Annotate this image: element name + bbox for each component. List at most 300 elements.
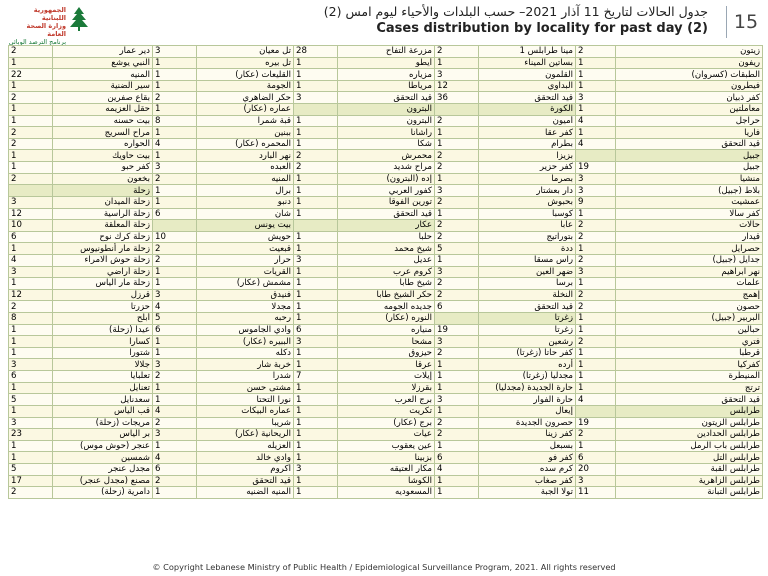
locality-name: مزرعة التفاح <box>338 46 435 58</box>
locality-name: بحبوش <box>479 196 576 208</box>
case-count: 1 <box>435 475 479 487</box>
locality-name: البربير (جبيل) <box>616 313 763 325</box>
case-count: 1 <box>294 115 338 127</box>
table-row <box>9 220 763 232</box>
locality-name: كفر عقا <box>479 127 576 139</box>
locality-name: شدرا <box>197 371 294 383</box>
case-count: 1 <box>153 382 197 394</box>
locality-name: كفر ذبيان <box>616 92 763 104</box>
case-count: 8 <box>153 115 197 127</box>
case-count: 1 <box>576 347 616 359</box>
table-row <box>9 243 763 255</box>
case-count: 20 <box>576 463 616 475</box>
case-count: 23 <box>9 429 53 441</box>
table-row <box>9 278 763 290</box>
locality-name: الحواره <box>53 138 153 150</box>
case-count: 1 <box>294 69 338 81</box>
table-row <box>9 324 763 336</box>
case-count: 1 <box>153 127 197 139</box>
locality-name: مجدل عنجر <box>53 463 153 475</box>
locality-name: جديده الجومه <box>338 301 435 313</box>
case-count: 5 <box>153 313 197 325</box>
case-count: 8 <box>9 313 53 325</box>
locality-name: قيد التحقق <box>197 475 294 487</box>
case-count <box>576 405 616 417</box>
locality-name: مراح السريج <box>53 127 153 139</box>
locality-name: حلبا <box>338 231 435 243</box>
locality-name: البترون <box>338 115 435 127</box>
case-count: 5 <box>9 394 53 406</box>
locality-name: مجدليا (زغرتا) <box>479 371 576 383</box>
case-count: 6 <box>153 324 197 336</box>
case-count: 3 <box>435 336 479 348</box>
table-row <box>9 57 763 69</box>
case-count: 1 <box>294 417 338 429</box>
locality-name: قبعيت <box>197 243 294 255</box>
case-count: 3 <box>435 394 479 406</box>
table-row <box>9 196 763 208</box>
case-count: 4 <box>153 138 197 150</box>
case-count: 2 <box>435 231 479 243</box>
case-count: 1 <box>153 487 197 499</box>
case-count: 2 <box>576 46 616 58</box>
district-header: جبيل <box>616 150 763 162</box>
locality-name: شكا <box>338 138 435 150</box>
case-count: 12 <box>9 289 53 301</box>
locality-name: برج العرب <box>338 394 435 406</box>
case-count: 19 <box>435 324 479 336</box>
case-count: 1 <box>9 278 53 290</box>
case-count: 1 <box>153 347 197 359</box>
locality-name: حرار <box>197 254 294 266</box>
locality-name: العبده <box>197 162 294 174</box>
table-row <box>9 162 763 174</box>
case-count: 1 <box>294 382 338 394</box>
case-count: 1 <box>435 440 479 452</box>
case-count: 1 <box>294 80 338 92</box>
case-count: 1 <box>9 324 53 336</box>
case-count: 1 <box>153 336 197 348</box>
case-count: 1 <box>435 254 479 266</box>
case-count: 3 <box>294 92 338 104</box>
locality-name: الجومة <box>197 80 294 92</box>
locality-name: دير عمار <box>53 46 153 58</box>
locality-name: أميون <box>479 115 576 127</box>
case-count: 2 <box>153 417 197 429</box>
case-count: 2 <box>153 371 197 383</box>
case-count: 3 <box>153 429 197 441</box>
case-count: 36 <box>435 92 479 104</box>
locality-name: وادي الجاموس <box>197 324 294 336</box>
case-count: 3 <box>153 46 197 58</box>
table-row <box>9 440 763 452</box>
locality-name: عيدا (زحلة) <box>53 324 153 336</box>
case-count: 2 <box>576 231 616 243</box>
case-count: 4 <box>9 254 53 266</box>
locality-name: زحلة المعلقة <box>53 220 153 232</box>
case-count: 2 <box>294 162 338 174</box>
locality-name: بلاط (جبيل) <box>616 185 763 197</box>
case-count <box>294 104 338 116</box>
logo-line-3: برنامج الترصد الوبائي <box>8 38 66 46</box>
case-count: 1 <box>435 138 479 150</box>
table-row <box>9 127 763 139</box>
locality-name: كوسبا <box>479 208 576 220</box>
logo-text <box>8 6 66 46</box>
table-row <box>9 359 763 371</box>
table-row <box>9 289 763 301</box>
locality-name: قرزل <box>53 289 153 301</box>
table-row <box>9 254 763 266</box>
case-count: 5 <box>435 243 479 255</box>
case-count: 1 <box>576 324 616 336</box>
case-count: 4 <box>153 405 197 417</box>
case-count: 1 <box>294 452 338 464</box>
case-count: 1 <box>153 266 197 278</box>
case-count: 1 <box>9 347 53 359</box>
table-row <box>9 266 763 278</box>
locality-name: جلالا <box>53 359 153 371</box>
case-count: 1 <box>435 487 479 499</box>
locality-name: قيد التحقق <box>338 208 435 220</box>
table-row <box>9 185 763 197</box>
case-count: 1 <box>9 440 53 452</box>
case-count: 1 <box>294 475 338 487</box>
locality-name: معاملتين <box>616 104 763 116</box>
locality-name: تورين الفوقا <box>338 196 435 208</box>
locality-name: مجدلا <box>197 301 294 313</box>
locality-name: كفركيا <box>616 359 763 371</box>
case-count: 1 <box>435 173 479 185</box>
table-row <box>9 417 763 429</box>
locality-name: مشمش (عكار) <box>197 278 294 290</box>
locality-name: شتورا <box>53 347 153 359</box>
case-count: 1 <box>294 394 338 406</box>
logo-line-2: وزارة الصحة العامة <box>26 22 66 38</box>
locality-name: العزيله <box>197 440 294 452</box>
case-count: 1 <box>435 127 479 139</box>
locality-name: المنيه <box>197 173 294 185</box>
case-count: 4 <box>153 452 197 464</box>
locality-name: علمات <box>616 278 763 290</box>
locality-name: جدايل (جبيل) <box>616 254 763 266</box>
locality-name: حقل العزيمه <box>53 104 153 116</box>
case-count: 1 <box>9 57 53 69</box>
locality-name: حراجل <box>616 115 763 127</box>
logo-line-1: الجمهورية اللبنانية <box>33 6 66 22</box>
table-row <box>9 208 763 220</box>
case-count: 1 <box>576 382 616 394</box>
locality-name: مراح شديد <box>338 162 435 174</box>
district-header: البترون <box>338 104 435 116</box>
locality-name: إيعال <box>479 405 576 417</box>
locality-name: ببنين <box>197 127 294 139</box>
case-count: 1 <box>435 382 479 394</box>
case-count: 1 <box>9 80 53 92</box>
locality-name: قيد التحقق <box>616 138 763 150</box>
locality-name: فنيدق <box>197 289 294 301</box>
case-count: 2 <box>576 301 616 313</box>
locality-name: برال <box>197 185 294 197</box>
case-count <box>153 220 197 232</box>
locality-name: مرياطا <box>338 80 435 92</box>
case-count: 3 <box>153 359 197 371</box>
case-count: 1 <box>576 69 616 81</box>
case-count: 19 <box>576 417 616 429</box>
table-row <box>9 115 763 127</box>
locality-name: كفر حزير <box>479 162 576 174</box>
case-count: 1 <box>294 266 338 278</box>
case-count: 7 <box>294 371 338 383</box>
case-count: 3 <box>576 266 616 278</box>
locality-name: عرقا <box>338 359 435 371</box>
case-count: 1 <box>294 289 338 301</box>
case-count: 1 <box>294 347 338 359</box>
case-count: 1 <box>294 429 338 441</box>
locality-name: زحلة الميدان <box>53 196 153 208</box>
locality-name: عماره (عكار) <box>197 104 294 116</box>
locality-name: كفر فو <box>479 452 576 464</box>
table-row <box>9 104 763 116</box>
locality-name: زحلة الراسية <box>53 208 153 220</box>
case-count: 2 <box>435 220 479 232</box>
case-count: 1 <box>576 80 616 92</box>
page-number: 15 <box>726 6 765 38</box>
locality-name: عابا <box>479 220 576 232</box>
table-row <box>9 313 763 325</box>
locality-name: طرابلس التبانة <box>616 487 763 499</box>
case-count: 3 <box>576 185 616 197</box>
case-count: 1 <box>294 243 338 255</box>
locality-name: المنيطرة <box>616 371 763 383</box>
locality-name: ددة <box>479 243 576 255</box>
case-count: 3 <box>294 463 338 475</box>
case-count: 3 <box>576 475 616 487</box>
case-count: 1 <box>9 382 53 394</box>
locality-name: حكر الشيخ طابا <box>338 289 435 301</box>
case-count: 1 <box>9 243 53 255</box>
locality-name: كفر زينا <box>479 429 576 441</box>
locality-name: قيد التحقق <box>338 92 435 104</box>
locality-name: تل بيره <box>197 57 294 69</box>
case-count: 1 <box>294 185 338 197</box>
locality-name: زحلة أراضي <box>53 266 153 278</box>
locality-name: تولا الجبة <box>479 487 576 499</box>
case-count: 1 <box>153 394 197 406</box>
locality-name: زحلة مار أنطونيوس <box>53 243 153 255</box>
locality-name: البداوي <box>479 80 576 92</box>
case-count: 1 <box>576 57 616 69</box>
case-count: 1 <box>294 301 338 313</box>
locality-name: خربة شار <box>197 359 294 371</box>
case-count: 1 <box>435 405 479 417</box>
case-count: 1 <box>153 278 197 290</box>
locality-name: طرابلس باب الرمل <box>616 440 763 452</box>
locality-name: حزرتا <box>53 301 153 313</box>
locality-name: شمسين <box>53 452 153 464</box>
locality-name: المسعوديه <box>338 487 435 499</box>
case-count: 1 <box>9 115 53 127</box>
copyright-footer: © Copyright Lebanese Ministry of Public Health / Epidemiological Surveillance Program, 2021. All rights reserved <box>152 562 616 572</box>
case-count: 1 <box>576 313 616 325</box>
case-count: 1 <box>576 243 616 255</box>
locality-name: بر الياس <box>53 429 153 441</box>
case-count: 1 <box>9 150 53 162</box>
case-count: 1 <box>435 359 479 371</box>
case-count: 2 <box>153 243 197 255</box>
locality-name: شيخ طابا <box>338 278 435 290</box>
locality-name: شان <box>197 208 294 220</box>
locality-name: زحلة حوش الامراء <box>53 254 153 266</box>
locality-name: أبلح <box>53 313 153 325</box>
locality-name: تكريت <box>338 405 435 417</box>
case-count: 2 <box>153 173 197 185</box>
case-count: 1 <box>294 208 338 220</box>
locality-name: عمشيت <box>616 196 763 208</box>
case-count: 6 <box>153 463 197 475</box>
locality-name: نهر ابراهيم <box>616 266 763 278</box>
locality-name: النوره (عكار) <box>338 313 435 325</box>
table-row <box>9 173 763 185</box>
case-count: 1 <box>576 208 616 220</box>
locality-name: الريحانية (عكار) <box>197 429 294 441</box>
locality-name: بساتين الميناء <box>479 57 576 69</box>
case-count: 22 <box>9 69 53 81</box>
locality-name: دامرية (زحلة) <box>53 487 153 499</box>
locality-name: تعلبايا <box>53 371 153 383</box>
case-count: 1 <box>435 57 479 69</box>
table-row <box>9 475 763 487</box>
case-count: 2 <box>435 278 479 290</box>
case-count: 3 <box>153 162 197 174</box>
locality-name: شريبا <box>197 417 294 429</box>
locality-name: زيتون <box>616 46 763 58</box>
table-row <box>9 69 763 81</box>
locality-name: حيزوق <box>338 347 435 359</box>
locality-name: بيت حاويك <box>53 150 153 162</box>
locality-name: مينا طرابلس 1 <box>479 46 576 58</box>
locality-name: دنبو <box>197 196 294 208</box>
case-count: 1 <box>294 196 338 208</box>
locality-name: راس مسقا <box>479 254 576 266</box>
locality-name: مكار العتيقه <box>338 463 435 475</box>
locality-name: ضهر العين <box>479 266 576 278</box>
locality-name: إيلات <box>338 371 435 383</box>
locality-name: النبي يوشع <box>53 57 153 69</box>
case-count: 3 <box>435 185 479 197</box>
case-count: 4 <box>576 115 616 127</box>
locality-name: قيدار <box>616 231 763 243</box>
locality-name: منشيا <box>616 173 763 185</box>
case-count: 1 <box>153 69 197 81</box>
case-count: 1 <box>153 185 197 197</box>
locality-name: فيطرون <box>616 80 763 92</box>
case-count: 3 <box>153 289 197 301</box>
locality-name: ريفون <box>616 57 763 69</box>
case-count: 2 <box>576 254 616 266</box>
case-count: 17 <box>9 475 53 487</box>
district-header: الكورة <box>479 104 576 116</box>
case-count: 3 <box>294 254 338 266</box>
locality-name: منياره <box>338 324 435 336</box>
case-count: 19 <box>576 162 616 174</box>
district-header: بيت يونس <box>197 220 294 232</box>
locality-name: كروم عرب <box>338 266 435 278</box>
case-count: 1 <box>294 231 338 243</box>
locality-name: مصنع (مجدل عنجر) <box>53 475 153 487</box>
locality-name: عين يعقوب <box>338 440 435 452</box>
case-count: 1 <box>153 57 197 69</box>
case-count: 1 <box>9 336 53 348</box>
title-english: Cases distribution by locality for past day (2) <box>376 21 708 36</box>
case-count: 2 <box>9 301 53 313</box>
title-arabic: جدول الحالات لتاريخ 11 آذار 2021– حسب البلدات والأحياء ليوم امس (2) <box>323 4 708 19</box>
case-count: 2 <box>435 289 479 301</box>
locality-name: إهمج <box>616 289 763 301</box>
locality-name: بقاع صفرين <box>53 92 153 104</box>
locality-name: مشتى حسن <box>197 382 294 394</box>
table-row <box>9 452 763 464</box>
locality-name: زحلة مار الياس <box>53 278 153 290</box>
locality-name: قب الياس <box>53 405 153 417</box>
case-count: 1 <box>153 196 197 208</box>
locality-name: بزيزا <box>479 150 576 162</box>
case-count: 6 <box>435 301 479 313</box>
case-count: 3 <box>576 92 616 104</box>
district-header: زحلة <box>53 185 153 197</box>
table-row <box>9 463 763 475</box>
case-count: 6 <box>153 208 197 220</box>
locality-name: الببيره (عكار) <box>197 336 294 348</box>
case-count: 1 <box>153 80 197 92</box>
locality-name: أيطو <box>338 57 435 69</box>
case-count: 2 <box>435 196 479 208</box>
case-count: 1 <box>153 150 197 162</box>
table-row <box>9 487 763 499</box>
table-row <box>9 347 763 359</box>
case-count <box>576 150 616 162</box>
table-row <box>9 429 763 441</box>
case-count <box>435 313 479 325</box>
case-count: 2 <box>153 475 197 487</box>
case-count: 1 <box>576 104 616 116</box>
locality-name: عنجر (حوش موس) <box>53 440 153 452</box>
district-header: زغرتا <box>479 313 576 325</box>
table-row <box>9 382 763 394</box>
case-count: 5 <box>9 463 53 475</box>
case-count: 1 <box>9 405 53 417</box>
case-count: 6 <box>9 231 53 243</box>
locality-name: مريجات (زحلة) <box>53 417 153 429</box>
case-count: 6 <box>576 452 616 464</box>
case-count: 1 <box>435 208 479 220</box>
case-count: 4 <box>576 138 616 150</box>
case-count: 1 <box>435 371 479 383</box>
locality-name: كسارا <box>53 336 153 348</box>
locality-name: كرم سده <box>479 463 576 475</box>
locality-name: قيد التحقق <box>616 394 763 406</box>
locality-name: حصون <box>616 301 763 313</box>
case-count: 4 <box>153 301 197 313</box>
locality-name: فتري <box>616 336 763 348</box>
locality-name: نهر البارد <box>197 150 294 162</box>
locality-name: قرطبا <box>616 347 763 359</box>
locality-name: أكروم <box>197 463 294 475</box>
locality-name: سعدنايل <box>53 394 153 406</box>
locality-name: ترتج <box>616 382 763 394</box>
locality-name: حصرون الجديدة <box>479 417 576 429</box>
locality-name: حصرايل <box>616 243 763 255</box>
